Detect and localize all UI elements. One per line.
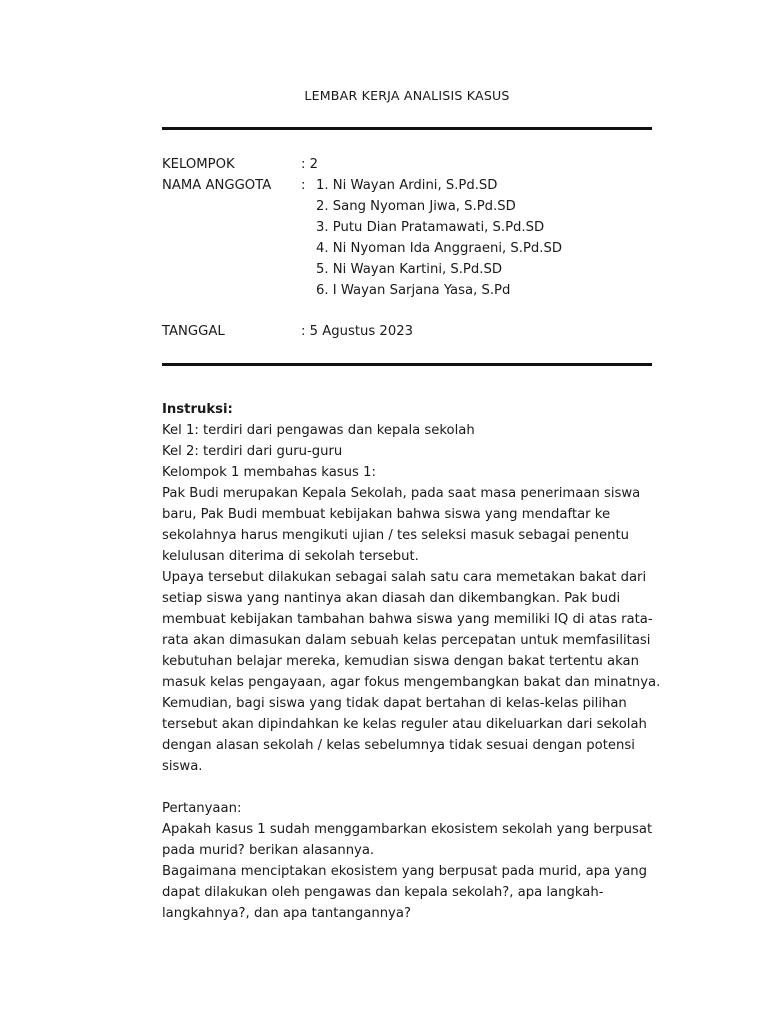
member-item: 2. Sang Nyoman Jiwa, S.Pd.SD bbox=[316, 199, 516, 214]
instruksi-line: kelulusan diterima di sekolah tersebut. bbox=[162, 549, 419, 564]
instruksi-line: Kel 2: terdiri dari guru-guru bbox=[162, 444, 343, 459]
pertanyaan-line: Bagaimana menciptakan ekosistem yang berpusat pada murid, apa yang bbox=[162, 864, 648, 879]
member-item: 6. I Wayan Sarjana Yasa, S.Pd bbox=[316, 283, 511, 298]
instruksi-line: Upaya tersebut dilakukan sebagai salah satu cara memetakan bakat dari bbox=[162, 570, 647, 585]
pertanyaan-line: langkahnya?, dan apa tantangannya? bbox=[162, 906, 411, 921]
divider-top bbox=[162, 127, 652, 130]
instruksi-line: dengan alasan sekolah / kelas sebelumnya tidak sesuai dengan potensi bbox=[162, 738, 635, 753]
pertanyaan-heading: Pertanyaan: bbox=[162, 801, 242, 816]
member-item: 5. Ni Wayan Kartini, S.Pd.SD bbox=[316, 262, 502, 277]
instruksi-line: kebutuhan belajar mereka, kemudian siswa dengan bakat tertentu akan bbox=[162, 654, 639, 669]
instruksi-line: Kel 1: terdiri dari pengawas dan kepala sekolah bbox=[162, 423, 475, 438]
instruksi-line: Pak Budi merupakan Kepala Sekolah, pada saat masa penerimaan siswa bbox=[162, 486, 641, 501]
instruksi-line: baru, Pak Budi membuat kebijakan bahwa siswa yang mendaftar ke bbox=[162, 507, 611, 522]
pertanyaan-line: Apakah kasus 1 sudah menggambarkan ekosistem sekolah yang berpusat bbox=[162, 822, 653, 837]
instruksi-heading: Instruksi: bbox=[162, 402, 233, 417]
instruksi-line: siswa. bbox=[162, 759, 203, 774]
pertanyaan-line: pada murid? berikan alasannya. bbox=[162, 843, 375, 858]
instruksi-line: masuk kelas pengayaan, agar fokus mengembangkan bakat dan minatnya. bbox=[162, 675, 661, 690]
tanggal-label: TANGGAL bbox=[162, 324, 225, 339]
anggota-colon: : bbox=[301, 178, 306, 193]
member-item: 1. Ni Wayan Ardini, S.Pd.SD bbox=[316, 178, 498, 193]
divider-bottom bbox=[162, 363, 652, 366]
kelompok-value: : 2 bbox=[301, 157, 319, 172]
instruksi-line: Kelompok 1 membahas kasus 1: bbox=[162, 465, 376, 480]
document-body bbox=[162, 399, 661, 924]
instruksi-line: membuat kebijakan tambahan bahwa siswa yang memiliki IQ di atas rata- bbox=[162, 612, 653, 627]
kelompok-label: KELOMPOK bbox=[162, 157, 235, 172]
anggota-label: NAMA ANGGOTA bbox=[162, 178, 272, 193]
tanggal-value: : 5 Agustus 2023 bbox=[301, 324, 413, 339]
section-gap bbox=[162, 777, 642, 798]
instruksi-line: Kemudian, bagi siswa yang tidak dapat bertahan di kelas-kelas pilihan bbox=[162, 696, 627, 711]
instruksi-line: setiap siswa yang nantinya akan diasah dan dikembangkan. Pak budi bbox=[162, 591, 621, 606]
member-item: 4. Ni Nyoman Ida Anggraeni, S.Pd.SD bbox=[316, 241, 562, 256]
document-title: LEMBAR KERJA ANALISIS KASUS bbox=[304, 88, 510, 103]
member-item: 3. Putu Dian Pratamawati, S.Pd.SD bbox=[316, 220, 545, 235]
instruksi-line: rata akan dimasukan dalam sebuah kelas percepatan untuk memfasilitasi bbox=[162, 633, 651, 648]
instruksi-line: tersebut akan dipindahkan ke kelas reguler atau dikeluarkan dari sekolah bbox=[162, 717, 647, 732]
pertanyaan-line: dapat dilakukan oleh pengawas dan kepala sekolah?, apa langkah- bbox=[162, 885, 604, 900]
instruksi-line: sekolahnya harus mengikuti ujian / tes seleksi masuk sebagai penentu bbox=[162, 528, 630, 543]
